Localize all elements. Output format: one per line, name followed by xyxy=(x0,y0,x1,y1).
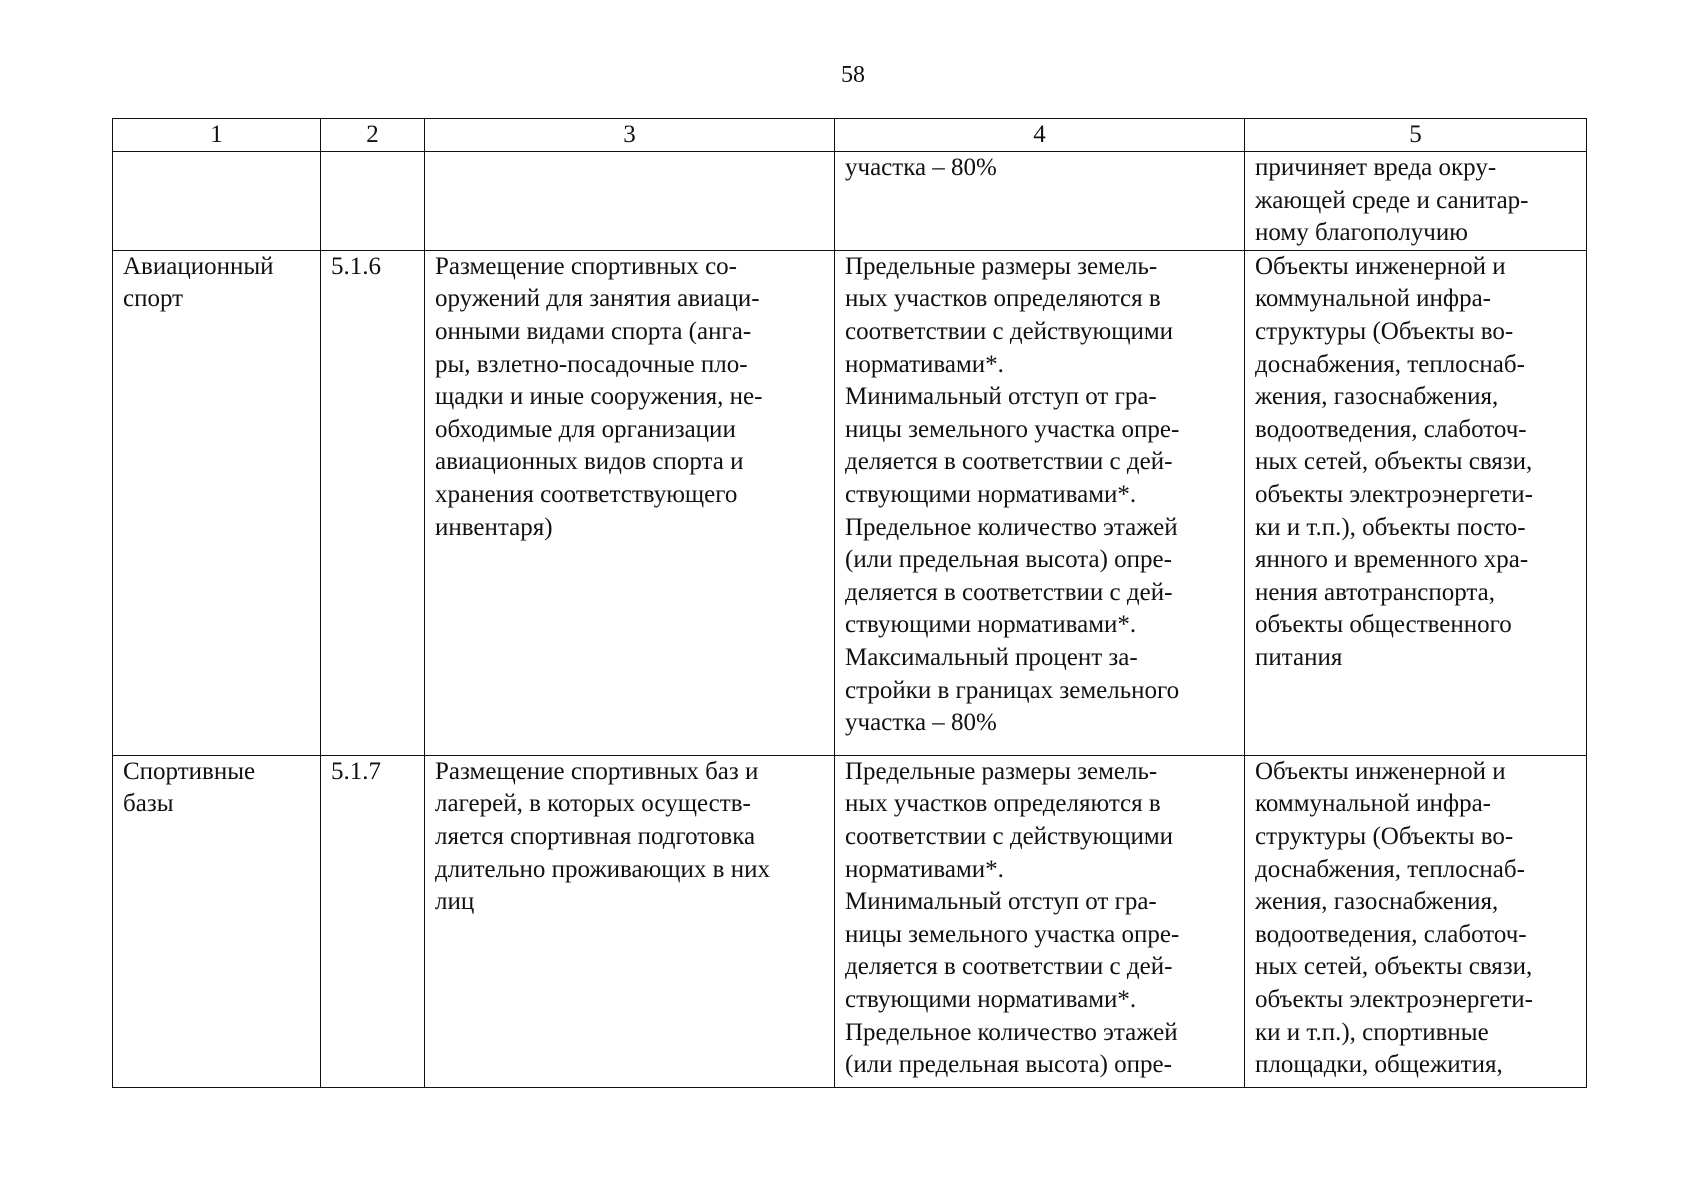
cell-text-line: водоотведения, слаботоч- xyxy=(1255,415,1527,443)
cell-use-description xyxy=(425,250,835,755)
cell-use-name xyxy=(113,152,321,251)
cell-text-line: щадки и иные сооружения, не- xyxy=(435,383,763,411)
cell-text-line: структуры (Объекты во- xyxy=(1255,317,1514,345)
land-use-table xyxy=(112,118,1587,1088)
cell-text-line: Предельные размеры земель- xyxy=(845,757,1158,785)
cell-text-line: 5.1.7 xyxy=(331,757,381,785)
cell-text-line: деляется в соответствии с дей- xyxy=(845,578,1173,606)
cell-text-line: 5.1.6 xyxy=(331,252,381,280)
cell-use-code xyxy=(321,250,425,755)
cell-text-line: структуры (Объекты во- xyxy=(1255,822,1514,850)
cell-text-line: ницы земельного участка опре- xyxy=(845,920,1180,948)
cell-text-line: жающей среде и санитар- xyxy=(1255,186,1529,214)
cell-text-line: соответствии с действующими xyxy=(845,317,1174,345)
cell-text-line: Предельное количество этажей xyxy=(845,1018,1178,1046)
cell-text-line: площадки, общежития, xyxy=(1255,1051,1503,1079)
cell-text-line: коммунальной инфра- xyxy=(1255,285,1491,313)
cell-text-line: доснабжения, теплоснаб- xyxy=(1255,855,1525,883)
cell-text-line: оружений для занятия авиаци- xyxy=(435,285,760,313)
cell-text-line: Объекты инженерной и xyxy=(1255,252,1506,280)
table-row xyxy=(113,755,1587,1087)
cell-text-line: водоотведения, слаботоч- xyxy=(1255,920,1527,948)
cell-text-line: Авиационный xyxy=(123,252,274,280)
cell-use-name xyxy=(113,250,321,755)
cell-text-line: ляется спортивная подготовка xyxy=(435,822,756,850)
cell-text-line: питания xyxy=(1255,643,1343,671)
cell-text-line: ному благополучию xyxy=(1255,219,1468,247)
cell-text-line: Минимальный отступ от гра- xyxy=(845,888,1157,916)
header-col-2: 2 xyxy=(321,119,425,152)
cell-text-line: ки и т.п.), объекты посто- xyxy=(1255,513,1526,541)
cell-text-line: объекты электроэнергети- xyxy=(1255,480,1533,508)
cell-use-description xyxy=(425,755,835,1087)
cell-text-line: ных участков определяются в xyxy=(845,285,1161,313)
cell-auxiliary-uses xyxy=(1245,152,1587,251)
cell-text-line: (или предельная высота) опре- xyxy=(845,546,1172,574)
cell-text-line: лиц xyxy=(435,888,475,916)
cell-text-line: базы xyxy=(123,790,174,818)
table-row xyxy=(113,250,1587,755)
cell-parameters xyxy=(835,152,1245,251)
table-row xyxy=(113,152,1587,251)
cell-text-line: ки и т.п.), спортивные xyxy=(1255,1018,1489,1046)
cell-text-line: ствующими нормативами*. xyxy=(845,985,1137,1013)
cell-text-line: Объекты инженерной и xyxy=(1255,757,1506,785)
cell-text-line: объекты общественного xyxy=(1255,611,1512,639)
table-header-row xyxy=(113,119,1587,152)
cell-text-line: янного и временного хра- xyxy=(1255,546,1529,574)
cell-text-line: участка – 80% xyxy=(845,154,997,181)
cell-parameters xyxy=(835,250,1245,755)
cell-text-line: хранения соответствующего xyxy=(435,480,738,508)
cell-auxiliary-uses xyxy=(1245,755,1587,1087)
cell-text-line: длительно проживающих в них xyxy=(435,855,770,883)
cell-text-line: ных участков определяются в xyxy=(845,790,1161,818)
cell-text-line: нения автотранспорта, xyxy=(1255,578,1495,606)
cell-text-line: авиационных видов спорта и xyxy=(435,448,744,476)
cell-text-line: онными видами спорта (анга- xyxy=(435,317,752,345)
header-col-5: 5 xyxy=(1245,119,1587,152)
header-col-1: 1 xyxy=(113,119,321,152)
cell-text-line: инвентаря) xyxy=(435,513,553,541)
cell-text-line: ствующими нормативами*. xyxy=(845,611,1137,639)
cell-text-line: объекты электроэнергети- xyxy=(1255,985,1533,1013)
cell-text-line: нормативами*. xyxy=(845,350,1004,378)
cell-text-line: Размещение спортивных баз и xyxy=(435,757,759,785)
cell-use-code xyxy=(321,152,425,251)
cell-use-code xyxy=(321,755,425,1087)
cell-use-name xyxy=(113,755,321,1087)
cell-text-line: Предельные размеры земель- xyxy=(845,252,1158,280)
cell-text-line: ных сетей, объекты связи, xyxy=(1255,953,1533,981)
cell-text-line: Спортивные xyxy=(123,757,256,785)
cell-text-line: (или предельная высота) опре- xyxy=(845,1051,1172,1079)
cell-text-line: коммунальной инфра- xyxy=(1255,790,1491,818)
cell-text-line: доснабжения, теплоснаб- xyxy=(1255,350,1525,378)
cell-text-line: деляется в соответствии с дей- xyxy=(845,448,1173,476)
cell-text-line: Размещение спортивных со- xyxy=(435,252,737,280)
cell-text-line: ницы земельного участка опре- xyxy=(845,415,1180,443)
cell-text-line: стройки в границах земельного xyxy=(845,676,1180,704)
cell-text-line: ры, взлетно-посадочные пло- xyxy=(435,350,748,378)
header-col-3: 3 xyxy=(425,119,835,152)
cell-text-line: деляется в соответствии с дей- xyxy=(845,953,1173,981)
cell-text-line: ствующими нормативами*. xyxy=(845,480,1137,508)
cell-text-line: обходимые для организации xyxy=(435,415,736,443)
cell-text-line: спорт xyxy=(123,285,184,313)
cell-auxiliary-uses xyxy=(1245,250,1587,755)
cell-use-description xyxy=(425,152,835,251)
page-number: 58 xyxy=(841,62,865,88)
cell-text-line: соответствии с действующими xyxy=(845,822,1174,850)
cell-text-line: жения, газоснабжения, xyxy=(1255,888,1499,916)
header-col-4: 4 xyxy=(835,119,1245,152)
cell-text-line: Максимальный процент за- xyxy=(845,643,1138,671)
cell-text-line: жения, газоснабжения, xyxy=(1255,383,1499,411)
cell-text-line: Предельное количество этажей xyxy=(845,513,1178,541)
cell-parameters xyxy=(835,755,1245,1087)
cell-text-line: лагерей, в которых осуществ- xyxy=(435,790,751,818)
cell-text-line: нормативами*. xyxy=(845,855,1004,883)
cell-text-line: Минимальный отступ от гра- xyxy=(845,383,1157,411)
cell-text-line: участка – 80% xyxy=(845,709,997,737)
cell-text-line: ных сетей, объекты связи, xyxy=(1255,448,1533,476)
cell-text-line: причиняет вреда окру- xyxy=(1255,154,1497,181)
